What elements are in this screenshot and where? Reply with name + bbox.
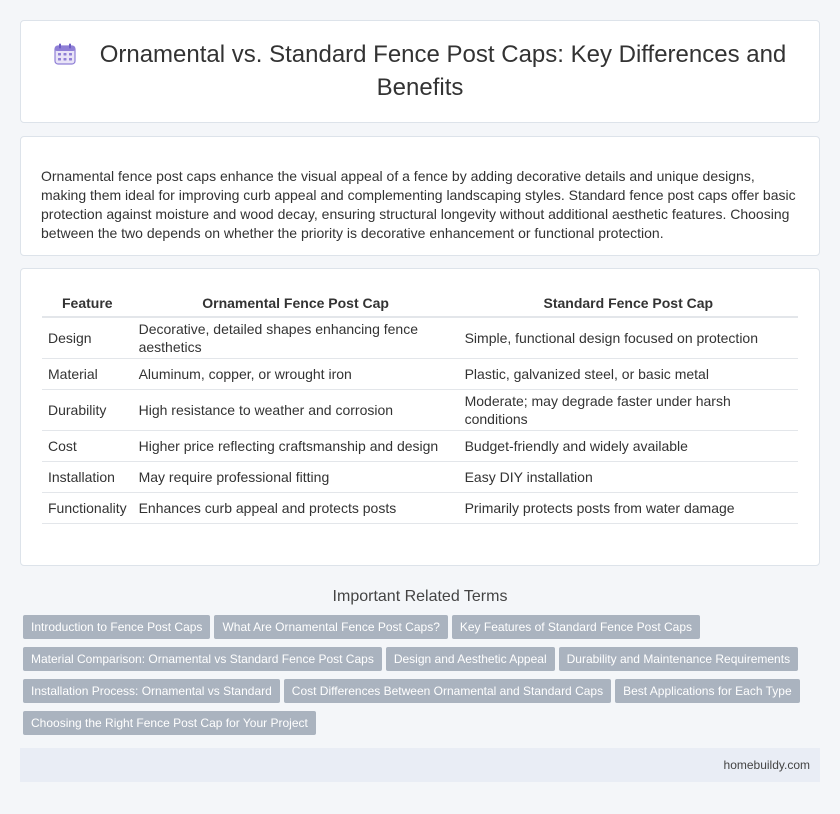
footer-site-link[interactable]: homebuildy.com bbox=[723, 758, 810, 772]
related-terms-title: Important Related Terms bbox=[332, 588, 508, 605]
calendar-icon bbox=[54, 43, 76, 73]
related-term-tag[interactable]: Design and Aesthetic Appeal bbox=[386, 647, 555, 671]
page-title-text: Ornamental vs. Standard Fence Post Caps: Key Differences and Benefits bbox=[99, 41, 787, 101]
comparison-table-card bbox=[20, 268, 820, 566]
related-term-tag[interactable]: Durability and Maintenance Requirements bbox=[559, 647, 798, 671]
table-row bbox=[42, 359, 798, 390]
table-cell: Durability bbox=[42, 390, 133, 431]
related-term-tag[interactable]: Choosing the Right Fence Post Cap for Your Project bbox=[23, 711, 316, 735]
table-cell: Enhances curb appeal and protects posts bbox=[133, 493, 459, 524]
table-cell: Budget-friendly and widely available bbox=[459, 431, 798, 462]
intro-card bbox=[20, 136, 820, 256]
table-row bbox=[42, 318, 798, 359]
table-cell: Material bbox=[42, 359, 133, 390]
table-cell: Plastic, galvanized steel, or basic metal bbox=[459, 359, 798, 390]
page-title bbox=[50, 40, 790, 103]
related-term-tag[interactable]: Installation Process: Ornamental vs Standard bbox=[23, 679, 280, 703]
footer bbox=[20, 748, 820, 782]
table-header-row bbox=[42, 290, 798, 318]
column-header: Ornamental Fence Post Cap bbox=[133, 290, 459, 318]
table-cell: Decorative, detailed shapes enhancing fence aesthetics bbox=[133, 318, 459, 359]
table-row bbox=[42, 493, 798, 524]
related-terms-list bbox=[20, 615, 813, 743]
table-cell: Installation bbox=[42, 462, 133, 493]
related-term-tag[interactable]: Best Applications for Each Type bbox=[615, 679, 800, 703]
table-cell: Design bbox=[42, 318, 133, 359]
table-row bbox=[42, 431, 798, 462]
related-term-tag[interactable]: Cost Differences Between Ornamental and Standard Caps bbox=[284, 679, 611, 703]
table-cell: Higher price reflecting craftsmanship and design bbox=[133, 431, 459, 462]
table-cell: May require professional fitting bbox=[133, 462, 459, 493]
related-term-tag[interactable]: Introduction to Fence Post Caps bbox=[23, 615, 210, 639]
table-cell: Aluminum, copper, or wrought iron bbox=[133, 359, 459, 390]
intro-text: Ornamental fence post caps enhance the visual appeal of a fence by adding decorative details and unique designs, making them ideal for improving curb appeal and complementing landscaping styles. Standard fence post caps offer basic protection against moisture and wood decay, ensuring structural longevity without additional aesthetic features. Choosing between the two depends on whether the priority is decorative enhancement or functional protection. bbox=[41, 168, 796, 241]
column-header: Standard Fence Post Cap bbox=[459, 290, 798, 318]
table-row bbox=[42, 462, 798, 493]
table-cell: Cost bbox=[42, 431, 133, 462]
table-cell: Easy DIY installation bbox=[459, 462, 798, 493]
related-term-tag[interactable]: Key Features of Standard Fence Post Caps bbox=[452, 615, 700, 639]
table-row bbox=[42, 390, 798, 431]
table-cell: Primarily protects posts from water damage bbox=[459, 493, 798, 524]
column-header: Feature bbox=[42, 290, 133, 318]
title-card bbox=[20, 20, 820, 123]
table-cell: Simple, functional design focused on protection bbox=[459, 318, 798, 359]
comparison-table bbox=[42, 290, 798, 524]
table-cell: High resistance to weather and corrosion bbox=[133, 390, 459, 431]
related-term-tag[interactable]: Material Comparison: Ornamental vs Standard Fence Post Caps bbox=[23, 647, 382, 671]
table-cell: Moderate; may degrade faster under harsh conditions bbox=[459, 390, 798, 431]
table-cell: Functionality bbox=[42, 493, 133, 524]
related-term-tag[interactable]: What Are Ornamental Fence Post Caps? bbox=[214, 615, 447, 639]
